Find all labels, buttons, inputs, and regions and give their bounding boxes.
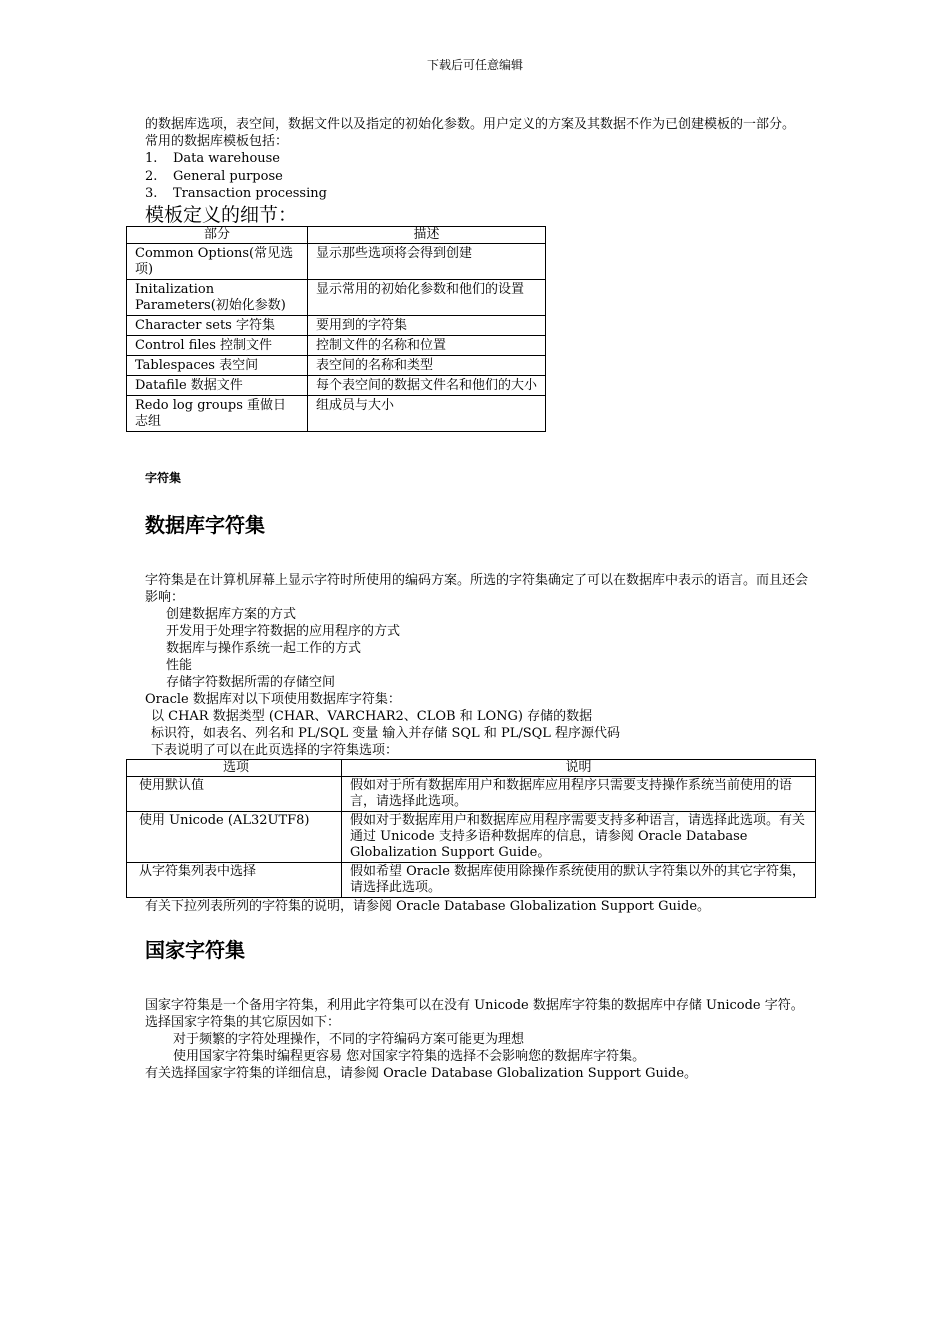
list-item: 存储字符数据所需的存储空间 bbox=[166, 674, 336, 690]
table-cell: 显示那些选项将会得到创建 bbox=[308, 243, 546, 279]
table-cell: Initalization Parameters(初始化参数) bbox=[127, 279, 308, 315]
usage-intro: Oracle 数据库对以下项使用数据库字符集： bbox=[145, 691, 401, 707]
document-body bbox=[135, 116, 815, 1082]
column-header: 选项 bbox=[127, 759, 342, 776]
column-header: 描述 bbox=[308, 226, 546, 243]
table-cell: Datafile 数据文件 bbox=[127, 375, 308, 395]
intro-paragraph: 的数据库选项，表空间，数据文件以及指定的初始化参数。用户定义的方案及其数据不作为已创建模板的一部分。 bbox=[145, 117, 796, 132]
template-list bbox=[145, 150, 815, 203]
list-item: 以 CHAR 数据类型 (CHAR、VARCHAR2、CLOB 和 LONG) 存储的数据 bbox=[151, 708, 593, 724]
table-row bbox=[127, 375, 546, 395]
page-header: 下载后可任意编辑 bbox=[426, 58, 523, 72]
template-details-heading: 模板定义的细节： bbox=[145, 203, 298, 226]
table-row bbox=[127, 395, 546, 431]
table-cell: 表空间的名称和类型 bbox=[308, 355, 546, 375]
table-row bbox=[127, 776, 816, 811]
table-row bbox=[127, 279, 546, 315]
table-row bbox=[127, 315, 546, 335]
section-title-national-charset: 国家字符集 bbox=[145, 937, 245, 962]
table-row bbox=[127, 811, 816, 862]
template-list-intro: 常用的数据库模板包括： bbox=[145, 134, 289, 149]
column-header: 部分 bbox=[127, 226, 308, 243]
table-row bbox=[127, 862, 816, 897]
list-item: 3. Transaction processing bbox=[145, 186, 327, 201]
charset-paragraph: 字符集是在计算机屏幕上显示字符时所使用的编码方案。所选的字符集确定了可以在数据库中表示的语言。而且还会影响： bbox=[145, 572, 809, 605]
table-cell: 使用 Unicode (AL32UTF8) bbox=[127, 811, 342, 862]
table-cell: 显示常用的初始化参数和他们的设置 bbox=[308, 279, 546, 315]
charset-note: 有关下拉列表所列的字符集的说明，请参阅 Oracle Database Globalization Support Guide。 bbox=[145, 898, 711, 914]
list-item: 标识符，如表名、列名和 PL/SQL 变量 输入并存储 SQL 和 PL/SQL 程序源代码 bbox=[151, 725, 621, 741]
template-definition-table bbox=[126, 226, 546, 432]
table-cell: Control files 控制文件 bbox=[127, 335, 308, 355]
list-item: 1. Data warehouse bbox=[145, 151, 281, 166]
table-cell: 每个表空间的数据文件名和他们的大小 bbox=[308, 375, 546, 395]
table-row bbox=[127, 355, 546, 375]
table-cell: Tablespaces 表空间 bbox=[127, 355, 308, 375]
table-cell: 假如对于所有数据库用户和数据库应用程序只需要支持操作系统当前使用的语言，请选择此选项。 bbox=[342, 776, 816, 811]
column-header: 说明 bbox=[342, 759, 816, 776]
national-note: 有关选择国家字符集的详细信息，请参阅 Oracle Database Globalization Support Guide。 bbox=[145, 1065, 698, 1081]
list-item: 2. General purpose bbox=[145, 168, 283, 184]
list-item: 性能 bbox=[166, 657, 193, 673]
table-row bbox=[127, 243, 546, 279]
reasons-intro: 选择国家字符集的其它原因如下： bbox=[145, 1014, 341, 1030]
table-header-row bbox=[127, 759, 816, 776]
table-cell: 假如希望 Oracle 数据库使用除操作系统使用的默认字符集以外的其它字符集，请选择此选项。 bbox=[342, 862, 816, 897]
table-cell: 要用到的字符集 bbox=[308, 315, 546, 335]
table-cell: Character sets 字符集 bbox=[127, 315, 308, 335]
charset-option-table bbox=[126, 759, 816, 898]
table-intro: 下表说明了可以在此页选择的字符集选项： bbox=[151, 742, 399, 758]
table-row bbox=[127, 335, 546, 355]
table-cell: Redo log groups 重做日志组 bbox=[127, 395, 308, 431]
list-item: 创建数据库方案的方式 bbox=[166, 606, 297, 622]
table-header-row bbox=[127, 226, 546, 243]
table-cell: 使用默认值 bbox=[127, 776, 342, 811]
table-cell: 从字符集列表中选择 bbox=[127, 862, 342, 897]
list-item: 对于频繁的字符处理操作，不同的字符编码方案可能更为理想 bbox=[173, 1031, 525, 1047]
national-paragraph: 国家字符集是一个备用字符集，利用此字符集可以在没有 Unicode 数据库字符集的数据库中存储 Unicode 字符。 bbox=[145, 997, 804, 1013]
list-item: 开发用于处理字符数据的应用程序的方式 bbox=[166, 623, 401, 639]
table-cell: 假如对于数据库用户和数据库应用程序需要支持多种语言，请选择此选项。有关通过 Unicode 支持多语种数据库的信息，请参阅 Oracle Database Globalization Support Guide。 bbox=[342, 811, 816, 862]
table-cell: Common Options(常见选项) bbox=[127, 243, 308, 279]
list-item: 数据库与操作系统一起工作的方式 bbox=[166, 640, 362, 656]
section-title-database-charset: 数据库字符集 bbox=[145, 512, 265, 537]
section-small-title: 字符集 bbox=[145, 470, 182, 485]
table-cell: 控制文件的名称和位置 bbox=[308, 335, 546, 355]
list-item: 使用国家字符集时编程更容易 您对国家字符集的选择不会影响您的数据库字符集。 bbox=[173, 1048, 646, 1064]
table-cell: 组成员与大小 bbox=[308, 395, 546, 431]
